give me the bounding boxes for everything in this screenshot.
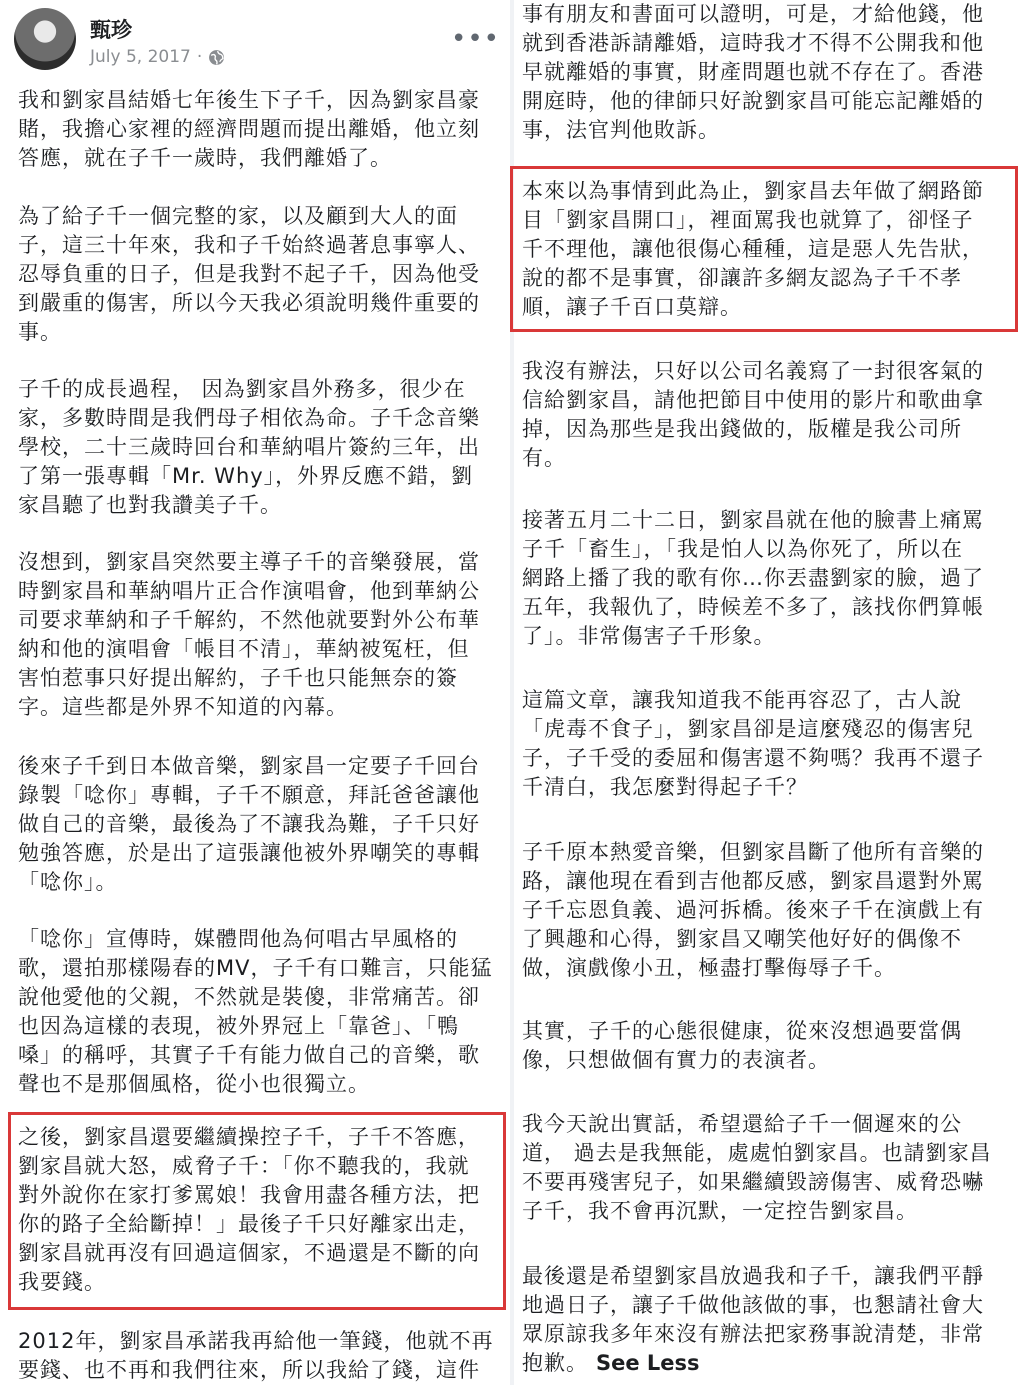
paragraph: 後來子千到日本做音樂，劉家昌一定要子千回台 錄製「唸你」專輯，子千不願意，拜託爸爸讓他 做自己的音樂，最後為了不讓我為難，子千只好 勉強答應，於是出了這張讓他被外界嘲笑的專輯 「唸你」。 [18, 754, 480, 894]
paragraph: 我和劉家昌結婚七年後生下子千，因為劉家昌豪 賭，我擔心家裡的經濟問題而提出離婚，他立刻 答應，就在子千一歲時，我們離婚了。 [18, 88, 480, 170]
paragraph: 其實，子千的心態很健康，從來沒想過要當偶 像，只想做個有實力的表演者。 [522, 1019, 962, 1072]
avatar[interactable] [14, 8, 76, 70]
author-name[interactable]: 甄珍 [90, 18, 132, 42]
paragraph: 接著五月二十二日，劉家昌就在他的臉書上痛罵 子千「畜生」，「我是怕人以為你死了，所以在 網路上播了我的歌有你…你丟盡劉家的臉，過了 五年，我報仇了，時候差不多了，該找你們算帳 了」。非常傷害子千形象。 [522, 508, 984, 648]
post-header [0, 0, 510, 80]
paragraph: 事有朋友和書面可以證明，可是，才給他錢，他 就到香港訴請離婚，這時我才不得不公開我和他 早就離婚的事實，財產問題也就不存在了。香港 開庭時，他的律師只好說劉家昌可能忘記離婚的 事，法官判他敗訴。 [522, 2, 984, 142]
paragraph: 沒想到，劉家昌突然要主導子千的音樂發展，當 時劉家昌和華納唱片正合作演唱會，他到華納公 司要求華納和子千解約，不然他就要對外公布華 納和他的演唱會「帳目不清」，華納被冤枉，但 害怕惹事只好提出解約，子千也只能無奈的簽 字。這些都是外界不知道的內幕。 [18, 550, 480, 719]
paragraph: 我今天說出實話，希望還給子千一個遲來的公 道， 過去是我無能，處處怕劉家昌。也請劉家昌 不要再殘害兒子，如果繼續毀謗傷害、威脅恐嚇 子千，我不會再沉默，一定控告劉家昌。 [522, 1112, 992, 1223]
paragraph-highlighted: 之後，劉家昌還要繼續操控子千，子千不答應， 劉家昌就大怒，威脅子千：「你不聽我的，我就 對外說你在家打爹罵娘！我會用盡各種方法，把 你的路子全給斷掉！」最後子千只好離家出走， 劉家昌就再沒有回過這個家，不過還是不斷的向 我要錢。 [18, 1125, 480, 1294]
meta-separator: · [196, 47, 203, 67]
post-date[interactable]: July 5, 2017 [90, 47, 191, 67]
globe-icon[interactable] [208, 49, 225, 66]
paragraph: 子千的成長過程， 因為劉家昌外務多，很少在 家，多數時間是我們母子相依為命。子千念音樂 學校，二十三歲時回台和華納唱片簽約三年，出 了第一張專輯「Mr. Why」，外界反應不錯，劉 家昌聽了也對我讚美子千。 [18, 377, 480, 517]
paragraph-final-text: 最後還是希望劉家昌放過我和子千，讓我們平靜 地過日子，讓子千做他該做的事，也懇請社會大 眾原諒我多年來沒有辦法把家務事說清楚，非常 抱歉。 [522, 1264, 984, 1375]
paragraph: 2012年，劉家昌承諾我再給他一筆錢，他就不再 要錢、也不再和我們往來，所以我給了錢，這件 [18, 1329, 494, 1382]
paragraph: 子千原本熱愛音樂，但劉家昌斷了他所有音樂的 路，讓他現在看到吉他都反感，劉家昌還對外罵 子千忘恩負義、過河拆橋。後來子千在演戲上有 了興趣和心得，劉家昌又嘲笑他好好的偶像不 做，演戲像小丑，極盡打擊侮辱子千。 [522, 840, 984, 980]
paragraph: 我沒有辦法，只好以公司名義寫了一封很客氣的 信給劉家昌，請他把節目中使用的影片和歌曲拿 掉，因為那些是我出錢做的，版權是我公司所 有。 [522, 359, 984, 470]
see-less-button[interactable]: See Less [596, 1351, 700, 1375]
post-meta [90, 47, 225, 67]
paragraph-highlighted: 本來以為事情到此為止，劉家昌去年做了網路節 目「劉家昌開口」，裡面罵我也就算了，卻怪子 千不理他，讓他很傷心種種，這是惡人先告狀， 說的都不是事實，卻讓許多網友認為子千不孝 順，讓子千百口莫辯。 [522, 179, 984, 319]
paragraph: 這篇文章，讓我知道我不能再容忍了，古人說 「虎毒不食子」，劉家昌卻是這麼殘忍的傷害兒 子，子千受的委屈和傷害還不夠嗎？我再不還子 千清白，我怎麼對得起子千？ [522, 688, 984, 799]
more-options-icon[interactable]: ••• [450, 24, 500, 54]
paragraph: 為了給子千一個完整的家，以及顧到大人的面 子，這三十年來，我和子千始終過著息事寧人、 忍辱負重的日子，但是我對不起子千，因為他受 到嚴重的傷害，所以今天我必須說明幾件重要的 事。 [18, 204, 480, 344]
paragraph-final [514, 1262, 994, 1378]
paragraph: 「唸你」宣傳時，媒體問他為何唱古早風格的 歌，還拍那樣陽春的MV，子千有口難言，只能猛 說他愛他的父親，不然就是裝傻，非常痛苦。卻 也因為這樣的表現，被外界冠上「靠爸」、「鴨 嗓」的稱呼，其實子千有能力做自己的音樂，歌 聲也不是那個風格，從小也很獨立。 [18, 927, 493, 1096]
